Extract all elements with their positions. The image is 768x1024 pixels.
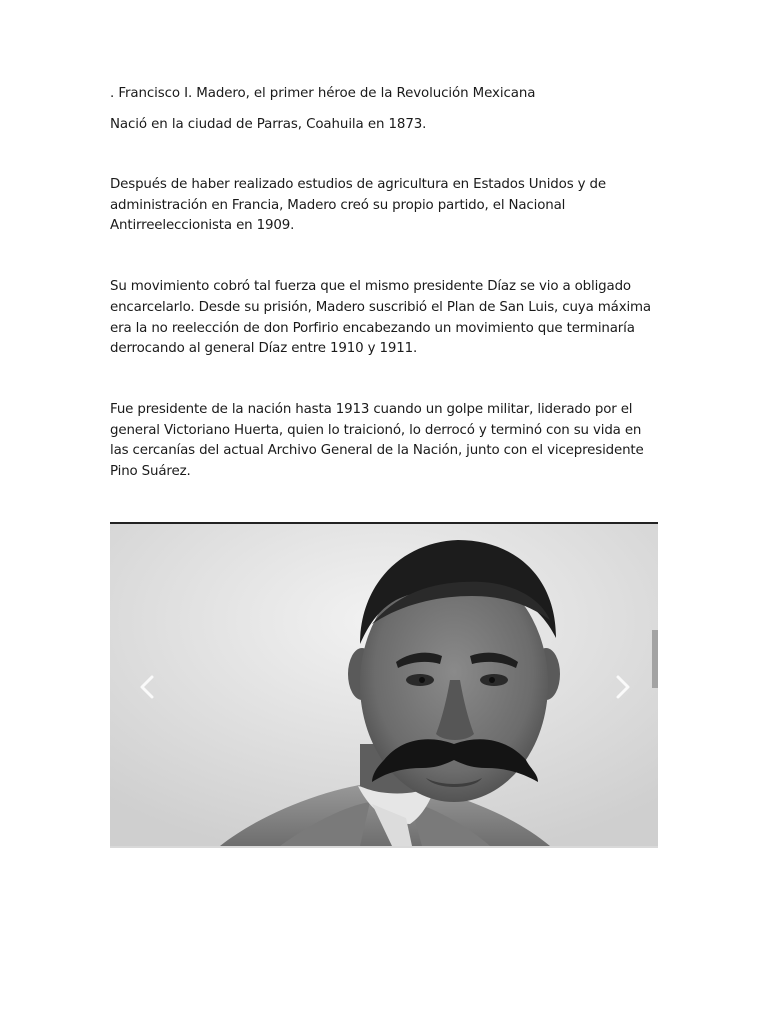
chevron-left-icon [134,670,162,704]
paragraph-movement: Su movimiento cobró tal fuerza que el mismo presidente Díaz se vio a obligado encarcelarlo. Desde su prisión, Madero suscribió el Plan de San Luis, cuya máxima era la no reelección de don Porfirio encabezando un movimiento que terminaría derrocando al general Díaz entre 1910 y 1911. [110,279,651,357]
paragraph-presidency: Fue presidente de la nación hasta 1913 cuando un golpe militar, liderado por el general Victoriano Huerta, quien lo traicionó, lo derrocó y terminó con su vida en las cercanías del actual Archivo General de la Nación, junto con el vicepresidente Pino Suárez. [110,401,644,480]
document-body [110,84,662,483]
document-title: . Francisco I. Madero, el primer héroe de la Revolución Mexicana [110,86,536,101]
image-carousel[interactable] [110,522,658,848]
chevron-right-icon [608,670,636,704]
carousel-prev-button[interactable] [134,670,162,704]
carousel-scrollbar[interactable] [652,630,658,688]
birth-info: Nació en la ciudad de Parras, Coahuila en 1873. [110,117,427,132]
carousel-next-button[interactable] [608,670,636,704]
portrait-photo [110,524,658,846]
paragraph-studies: Después de haber realizado estudios de agricultura en Estados Unidos y de administración en Francia, Madero creó su propio partido, el Nacional Antirreeleccionista en 1909. [110,177,606,234]
